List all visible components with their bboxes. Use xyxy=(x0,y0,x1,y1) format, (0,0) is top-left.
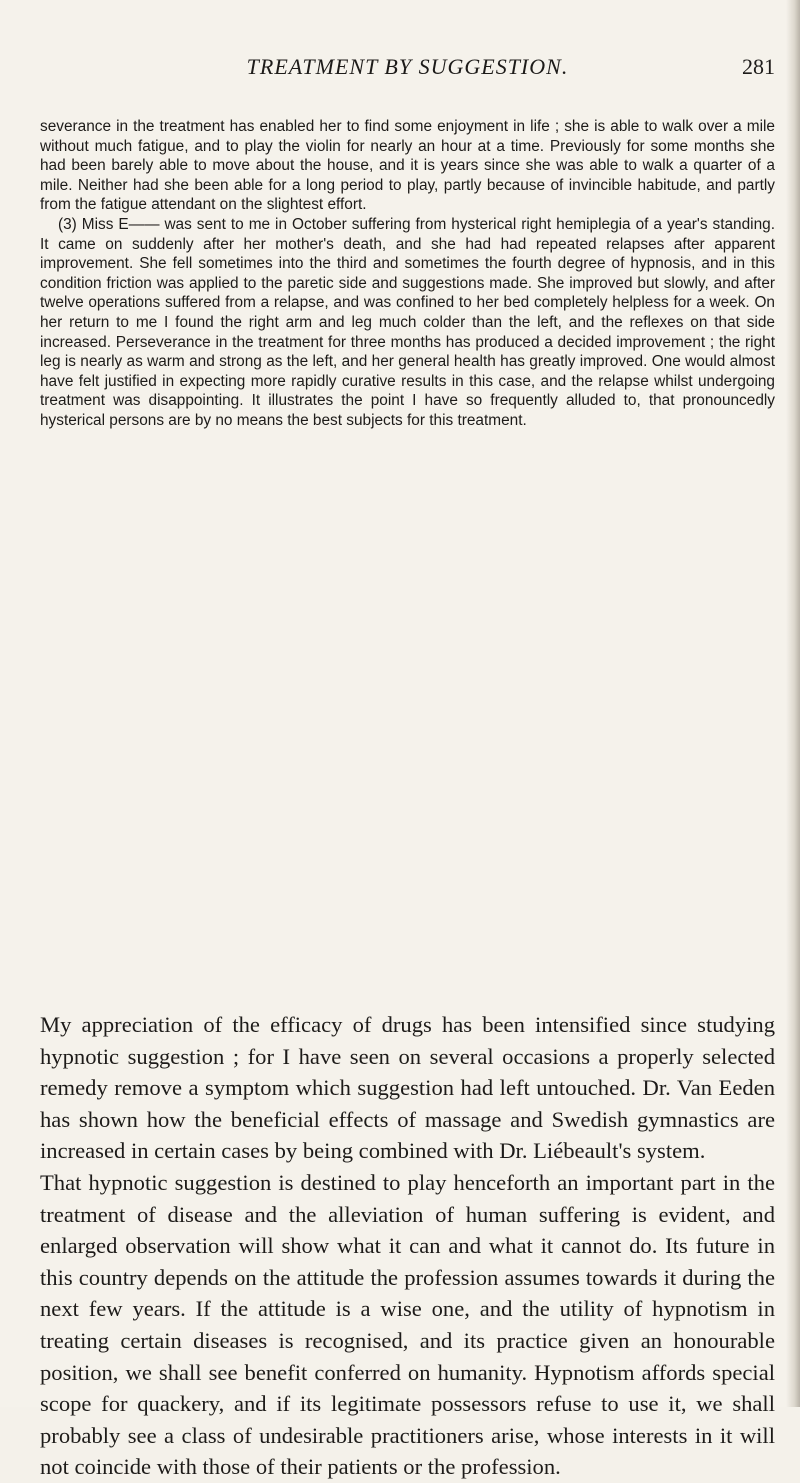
page-spine-shadow xyxy=(786,0,800,1407)
case-report-text xyxy=(40,117,775,431)
paragraph-case-3: (3) Miss E—— was sent to me in October suffering from hysterical right hemiplegia of a year's standing. It came on suddenly after her mother's death, and she had had repeated relapses after apparent improvement. She fell sometimes into the third and sometimes the fourth degree of hypnosis, and in this condition friction was applied to the paretic side and suggestions made. She improved but slowly, and after twelve operations suffered from a relapse, and was confined to her bed completely helpless for a week. On her return to me I found the right arm and leg much colder than the left, and the reflexes on that side increased. Perseverance in the treatment for three months has produced a decided improvement ; the right leg is nearly as warm and strong as the left, and her general health has greatly improved. One would almost have felt justified in expecting more rapidly curative results in this case, and the relapse whilst undergoing treatment was disappointing. It illustrates the point I have so frequently alluded to, that pronouncedly hysterical persons are by no means the best subjects for this treatment. xyxy=(40,215,775,429)
page-header xyxy=(40,52,775,82)
running-title: TREATMENT BY SUGGESTION. xyxy=(246,54,569,79)
page-number: 281 xyxy=(742,54,775,79)
paragraph-drugs: My appreciation of the efficacy of drugs has been intensified since studying hypnotic suggestion ; for I have seen on several occasions a properly selected remedy remove a symptom which suggestion had left untouched. Dr. Van Eeden has shown how the beneficial effects of massage and Swedish gymnastics are increased in certain cases by being combined with Dr. Liébeault's system. xyxy=(40,1012,775,1164)
main-text xyxy=(40,1009,775,1483)
paragraph-future: That hypnotic suggestion is destined to play henceforth an important part in the treatment of disease and the alleviation of human suffering is evident, and enlarged observation will show what it can and what it cannot do. Its future in this country depends on the attitude the profession assumes towards it during the next few years. If the attitude is a wise one, and the utility of hypnotism in treating certain diseases is recognised, and its practice given an honourable position, we shall see benefit conferred on humanity. Hypnotism affords special scope for quackery, and if its legitimate possessors refuse to use it, we shall probably see a class of undesirable practitioners arise, whose interests in it will not coincide with those of their patients or the profession. xyxy=(40,1169,775,1480)
paragraph-continued: severance in the treatment has enabled her to find some enjoyment in life ; she is able to walk over a mile without much fatigue, and to play the violin for nearly an hour at a time. Previously for some months she had been barely able to move about the house, and it is years since she was able to walk a quarter of a mile. Neither had she been able for a long period to play, partly because of invincible habitude, and partly from the fatigue attendant on the slightest effort. xyxy=(40,118,775,214)
